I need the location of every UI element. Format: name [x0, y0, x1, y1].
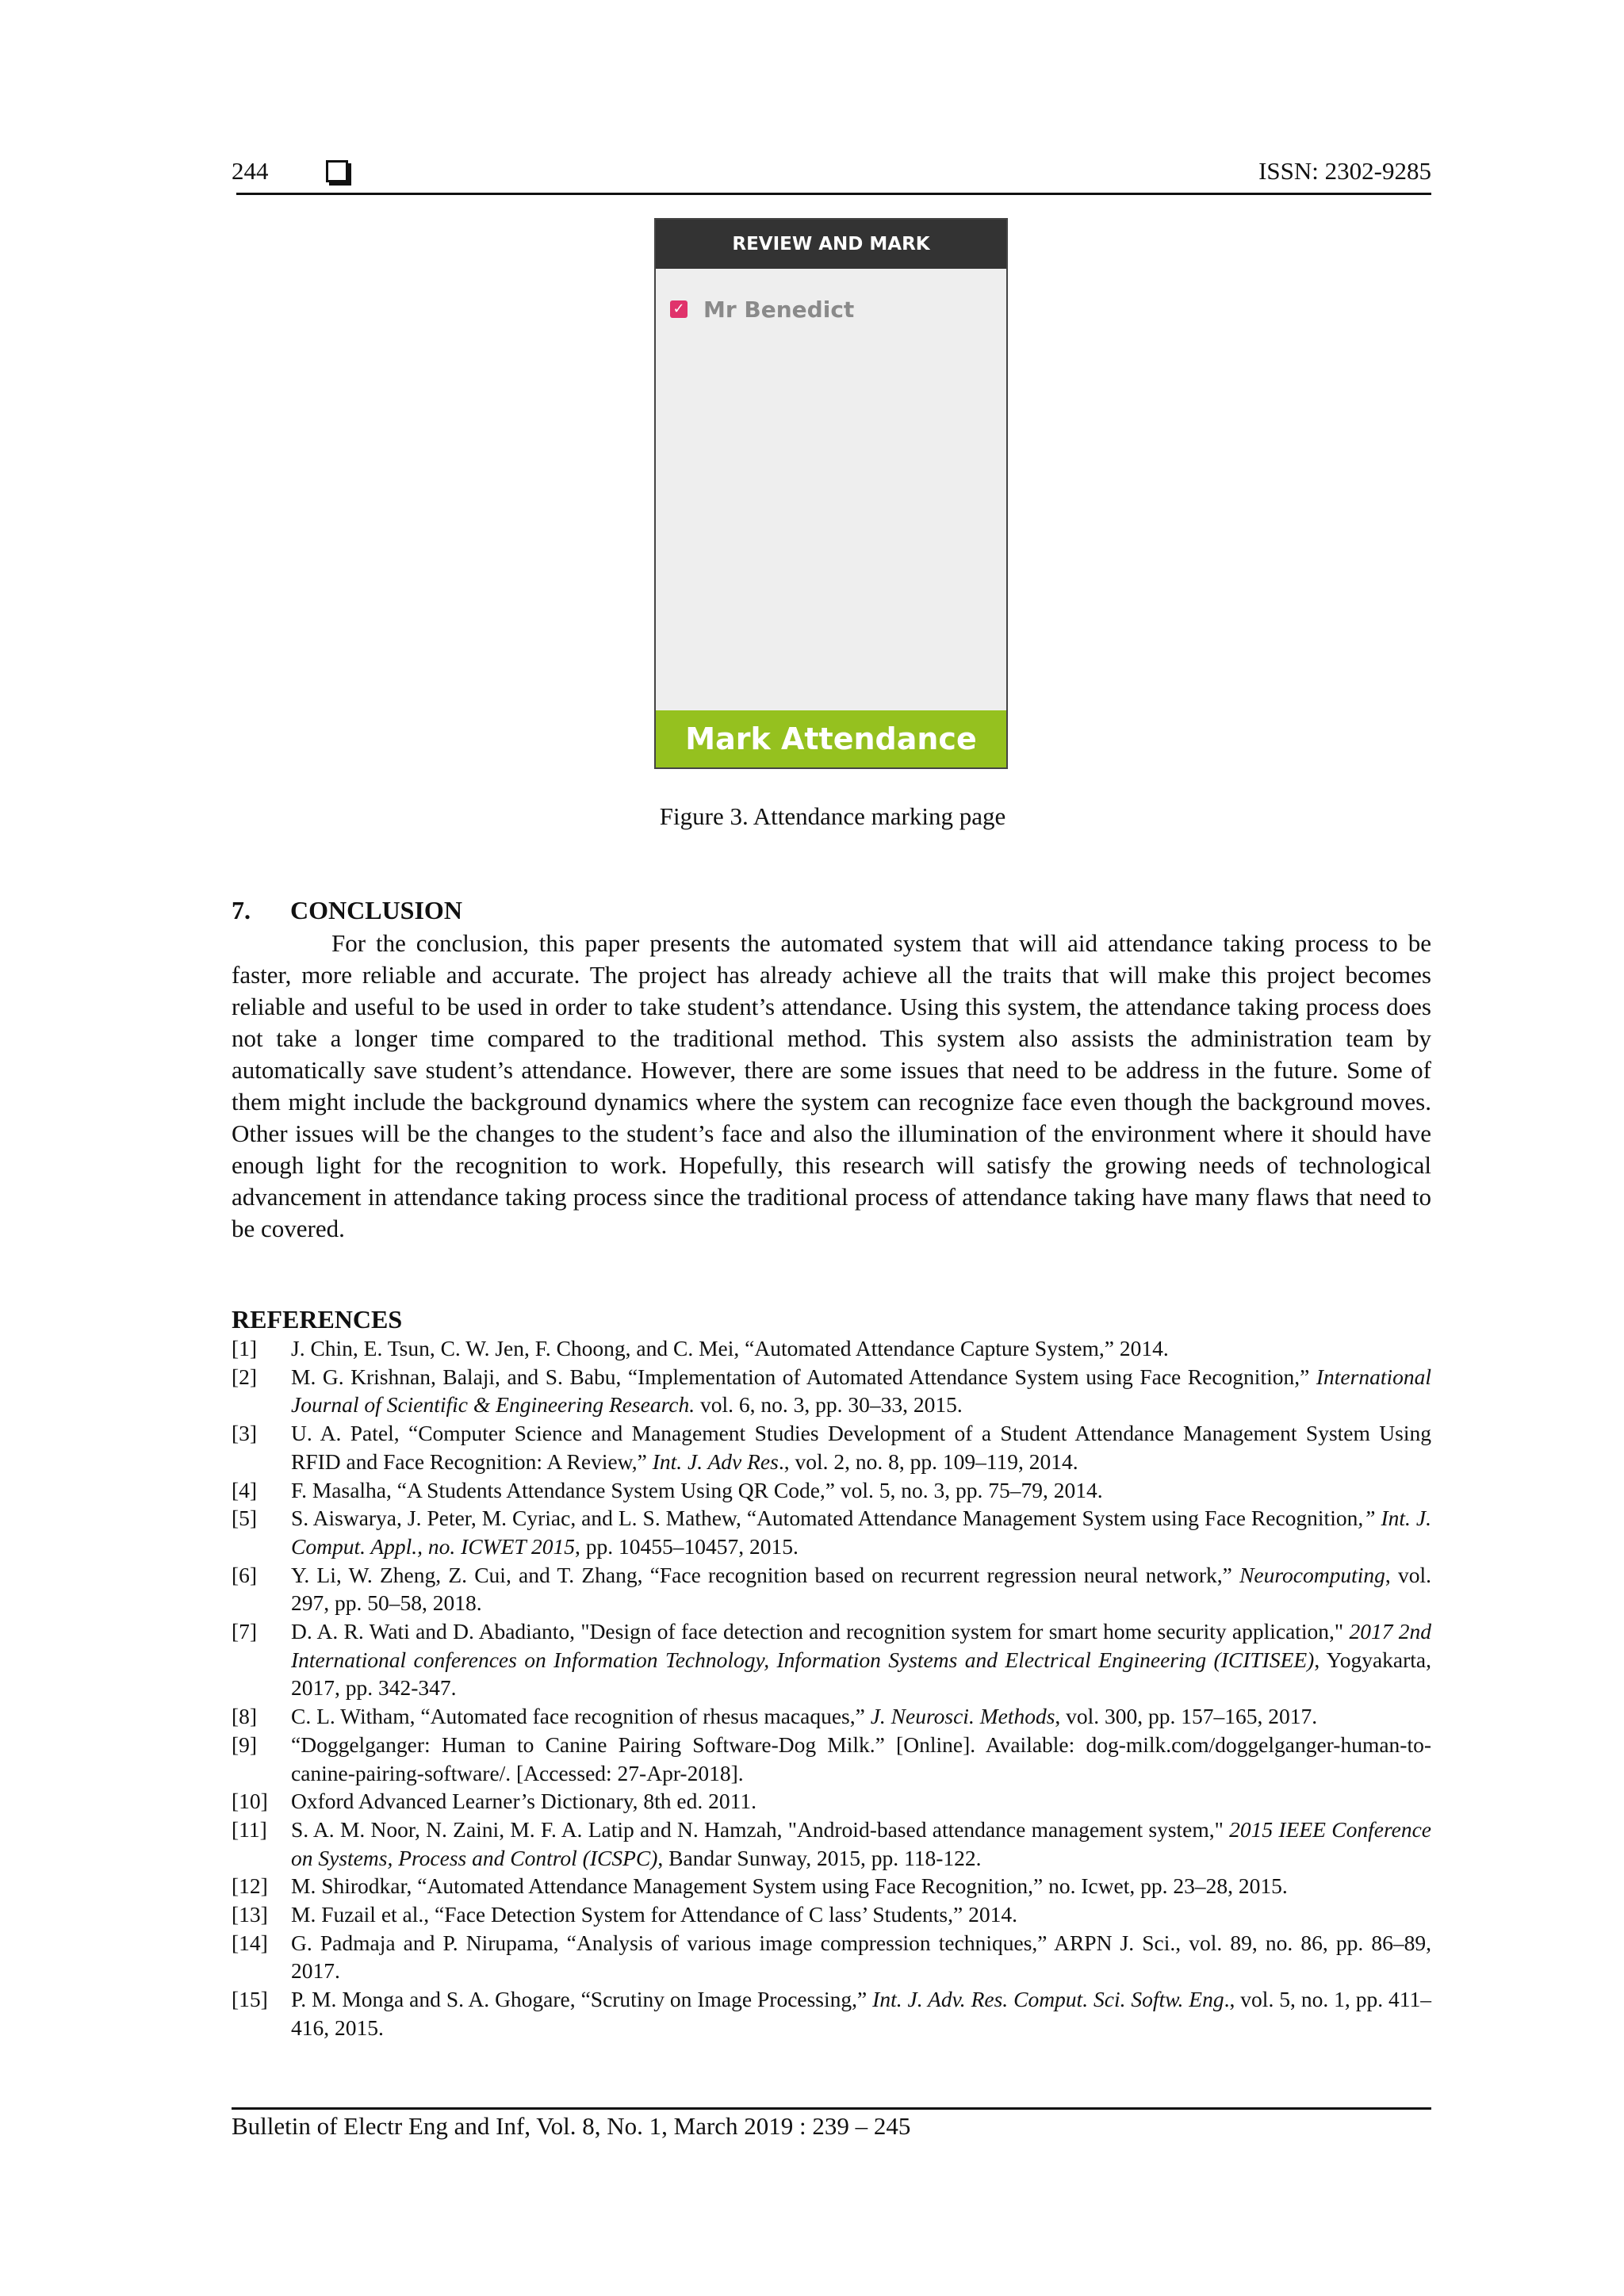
reference-item: [232, 1617, 1431, 1702]
app-screenshot-figure: [654, 218, 1008, 769]
header-rule: [236, 193, 1431, 195]
reference-text: “Doggelganger: Human to Canine Pairing Software-Dog Milk.” [Online]. Available: dog-milk.com/doggelganger-human-to-canine-pairing-software/. [Accessed: 27-Apr-2018].: [291, 1732, 1431, 1785]
box-icon: [326, 160, 348, 182]
reference-text: C. L. Witham, “Automated face recognition of rhesus macaques,”: [291, 1704, 871, 1729]
reference-item: [232, 1419, 1431, 1475]
reference-number: [5]: [232, 1506, 258, 1531]
reference-number: [6]: [232, 1562, 258, 1587]
section-heading: [232, 896, 462, 925]
reference-item: [232, 1363, 1431, 1419]
reference-text: , Bandar Sunway, 2015, pp. 118-122.: [657, 1845, 982, 1870]
app-bar-title: REVIEW AND MARK: [656, 220, 1006, 269]
reference-text: S. Aiswarya, J. Peter, M. Cyriac, and L. S. Mathew, “Automated Attendance Management System using Face Recognition: [291, 1506, 1358, 1531]
reference-text: ., vol. 2, no. 8, pp. 109–119, 2014.: [778, 1448, 1078, 1474]
reference-number: [2]: [232, 1364, 258, 1389]
reference-number: [3]: [232, 1421, 258, 1446]
reference-italic-text: Neurocomputing: [1239, 1562, 1385, 1587]
references-list: [232, 1334, 1431, 2042]
section-number: 7.: [232, 896, 251, 924]
reference-text: M. Shirodkar, “Automated Attendance Management System using Face Recognition,” no. Icwet, pp. 23–28, 2015.: [291, 1873, 1288, 1899]
footer-rule: [232, 2107, 1431, 2110]
reference-italic-text: 2017 2nd International conferences on Information Technology, Information Systems and Electrical Engineering (ICITISEE): [291, 1619, 1432, 1672]
references-heading: REFERENCES: [232, 1305, 403, 1334]
reference-italic-text: Int. J. Adv Res: [652, 1448, 779, 1474]
reference-number: [13]: [232, 1902, 268, 1927]
reference-item: [232, 1334, 1431, 1363]
reference-text: M. G. Krishnan, Balaji, and S. Babu, “Implementation of Automated Attendance System using Face Recognition,”: [291, 1364, 1316, 1389]
reference-item: [232, 1561, 1431, 1617]
reference-number: [1]: [232, 1336, 258, 1360]
mark-attendance-button[interactable]: Mark Attendance: [656, 710, 1006, 767]
reference-item: [232, 1476, 1431, 1505]
figure-caption: Figure 3. Attendance marking page: [659, 802, 1006, 830]
conclusion-paragraph: For the conclusion, this paper presents the automated system that will aid attendance taking process to be faster, more reliable and accurate. The project has already achieve all the traits that will make this project becomes reliable and useful to be used in order to take student’s attendance. Using this system, the attendance taking process does not take a longer time compared to the traditional method. This system also assists the administration team by automatically save student’s attendance. However, there are some issues that need to be address in the future. Some of them might include the background dynamics where the system can recognize face even though the background moves. Other issues will be the changes to the student’s face and also the illumination of the environment where it should have enough light for the recognition to work. Hopefully, this research will satisfy the growing needs of technological advancement in attendance taking process since the traditional process of attendance taking have many flaws that need to be covered.: [232, 929, 1431, 1242]
reference-italic-text: ,” Int. J. Comput. Appl., no. ICWET 2015: [291, 1506, 1431, 1559]
reference-item: [232, 1816, 1431, 1872]
reference-text: , vol. 297, pp. 50–58, 2018.: [291, 1562, 1432, 1616]
reference-item: [232, 1985, 1431, 2042]
issn: ISSN: 2302-9285: [1258, 157, 1431, 185]
reference-number: [14]: [232, 1930, 268, 1955]
reference-text: vol. 6, no. 3, pp. 30–33, 2015.: [695, 1392, 963, 1418]
reference-number: [11]: [232, 1816, 267, 1842]
reference-text: Y. Li, W. Zheng, Z. Cui, and T. Zhang, “Face recognition based on recurrent regression neural network,”: [291, 1562, 1240, 1587]
page-footer: Bulletin of Electr Eng and Inf, Vol. 8, No. 1, March 2019 : 239 – 245: [232, 2112, 911, 2140]
reference-text: , Yogyakarta, 2017, pp. 342-347.: [291, 1647, 1431, 1701]
reference-text: D. A. R. Wati and D. Abadianto, "Design of face detection and recognition system for smart home security application,": [291, 1619, 1350, 1644]
reference-item: [232, 1504, 1431, 1560]
attendee-list-item[interactable]: [670, 296, 854, 323]
reference-number: [9]: [232, 1732, 258, 1757]
reference-text: U. A. Patel, “Computer Science and Management Studies Development of a Student Attendance Management System Using RFID and Face Recognition: A Review,”: [291, 1421, 1431, 1474]
reference-item: [232, 1929, 1431, 1985]
reference-item: [232, 1787, 1431, 1816]
reference-number: [12]: [232, 1873, 268, 1899]
reference-number: [8]: [232, 1704, 258, 1729]
reference-number: [10]: [232, 1789, 268, 1814]
reference-text: J. Chin, E. Tsun, C. W. Jen, F. Choong, and C. Mei, “Automated Attendance Capture System,” 2014.: [291, 1336, 1169, 1360]
reference-number: [4]: [232, 1477, 258, 1502]
reference-item: [232, 1702, 1431, 1731]
reference-italic-text: J. Neurosci. Methods: [870, 1704, 1055, 1729]
page-header: [232, 151, 1431, 190]
reference-text: , vol. 300, pp. 157–165, 2017.: [1055, 1704, 1318, 1729]
reference-item: [232, 1872, 1431, 1900]
reference-text: F. Masalha, “A Students Attendance System Using QR Code,” vol. 5, no. 3, pp. 75–79, 2014.: [291, 1477, 1103, 1502]
reference-italic-text: 2015 IEEE Conference on Systems, Process and Control (ICSPC): [291, 1816, 1431, 1870]
reference-number: [7]: [232, 1619, 258, 1644]
reference-text: , pp. 10455–10457, 2015.: [575, 1533, 799, 1559]
reference-text: P. M. Monga and S. A. Ghogare, “Scrutiny on Image Processing,”: [291, 1987, 873, 2012]
reference-number: [15]: [232, 1987, 268, 2012]
reference-italic-text: International Journal of Scientific & Engineering Research.: [291, 1364, 1431, 1418]
reference-text: M. Fuzail et al., “Face Detection System for Attendance of C lass’ Students,” 2014.: [291, 1902, 1017, 1927]
reference-item: [232, 1900, 1431, 1929]
reference-italic-text: Int. J. Adv. Res. Comput. Sci. Softw. Eng: [872, 1987, 1224, 2012]
reference-text: Oxford Advanced Learner’s Dictionary, 8th ed. 2011.: [291, 1789, 756, 1814]
reference-text: G. Padmaja and P. Nirupama, “Analysis of various image compression techniques,” ARPN J. Sci., vol. 89, no. 86, pp. 86–89, 2017.: [291, 1930, 1431, 1984]
checkbox-checked-icon[interactable]: ✓: [670, 300, 688, 318]
reference-item: [232, 1731, 1431, 1787]
reference-text: S. A. M. Noor, N. Zaini, M. F. A. Latip and N. Hamzah, "Android-based attendance management system,": [291, 1816, 1230, 1842]
attendee-name: Mr Benedict: [703, 296, 855, 323]
reference-text: ., vol. 5, no. 1, pp. 411–416, 2015.: [291, 1987, 1431, 2040]
page-number: 244: [232, 157, 269, 185]
section-title: CONCLUSION: [290, 896, 462, 924]
